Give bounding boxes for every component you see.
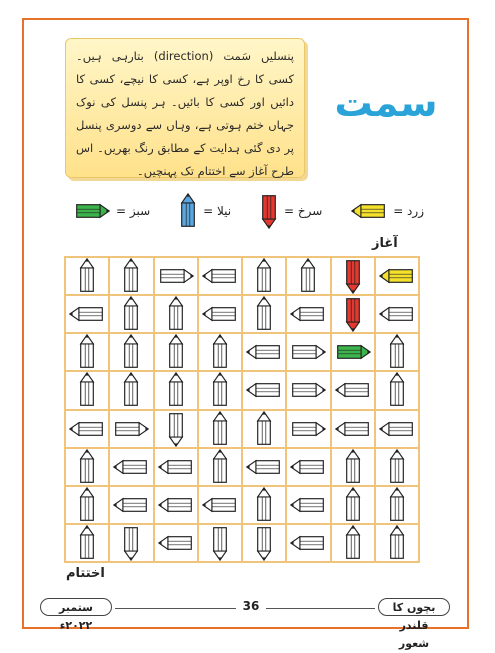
grid-cell[interactable] [376,372,418,408]
yellow-pencil-icon [351,202,387,220]
pencil-up-icon [255,411,273,447]
start-label: آغاز [372,236,398,251]
grid-cell[interactable] [66,258,108,294]
grid-cell[interactable] [199,334,241,370]
pencil-down-icon [255,525,273,561]
pencil-left-icon [246,343,282,361]
grid-cell[interactable] [66,525,108,561]
legend-label: زرد = [393,204,424,218]
grid-cell[interactable] [155,258,197,294]
pencil-up-icon [388,525,406,561]
pencil-right-icon [290,343,326,361]
pencil-right-icon [113,420,149,438]
grid-cell[interactable] [332,487,374,523]
pencil-up-icon [167,296,185,332]
grid-cell[interactable] [110,525,152,561]
legend-item [260,193,322,229]
grid-cell[interactable] [199,372,241,408]
grid-cell[interactable] [66,334,108,370]
pencil-up-icon [78,372,96,408]
pencil-left-icon [246,458,282,476]
page-number: 36 [236,599,266,613]
grid-cell[interactable] [332,334,374,370]
pencil-up-icon [211,372,229,408]
instructions-box: پنسلیں سَمت (direction) بتارہی ہیں۔ کسی کا رخ اوپر ہے، کسی کا نیچے، کسی کا دائیں اور کسی کا بائیں۔ ہر پنسل کی نوک جہاں ختم ہوتی ہے، وہاں سے دوسری پنسل پر دی گئی ہدایت کے مطابق رنگ بھریں۔ اس طرح آغاز سے اختتام تک پہنچیں۔ [65,38,305,178]
pencil-left-icon [158,496,194,514]
pencil-right-icon [290,420,326,438]
grid-cell[interactable] [287,334,329,370]
grid-cell[interactable] [110,296,152,332]
grid-cell[interactable] [332,258,374,294]
pencil-up-icon [78,449,96,485]
pencil-left-icon [158,458,194,476]
grid-cell[interactable] [155,334,197,370]
green-pencil-icon [74,202,110,220]
legend-label: سبز = [116,204,151,218]
grid-cell[interactable] [110,258,152,294]
page-footer [40,598,450,650]
grid-cell[interactable] [110,449,152,485]
pencil-left-icon [202,496,238,514]
legend-item [351,202,424,220]
grid-cell[interactable] [155,296,197,332]
pencil-up-icon [299,258,317,294]
grid-cell[interactable] [332,296,374,332]
magazine-name: بچوں کا قلندر شعور [378,598,450,616]
pencil-left-icon [69,305,105,323]
pencil-up-icon [122,296,140,332]
grid-cell[interactable] [332,411,374,447]
pencil-up-icon [78,334,96,370]
color-legend [74,200,424,222]
grid-cell[interactable] [155,525,197,561]
grid-cell[interactable] [243,411,285,447]
pencil-left-icon [379,267,415,285]
red-pencil-icon [260,193,278,229]
grid-cell[interactable] [376,258,418,294]
pencil-left-icon [113,496,149,514]
grid-cell[interactable] [287,525,329,561]
grid-cell[interactable] [155,487,197,523]
grid-cell[interactable] [155,372,197,408]
grid-cell[interactable] [376,487,418,523]
grid-cell[interactable] [376,296,418,332]
page-title: سمت [334,81,438,125]
pencil-right-icon [290,381,326,399]
pencil-left-icon [290,534,326,552]
grid-cell[interactable] [287,449,329,485]
grid-cell[interactable] [199,487,241,523]
grid-cell[interactable] [287,296,329,332]
grid-cell[interactable] [332,372,374,408]
grid-cell[interactable] [376,411,418,447]
grid-cell[interactable] [66,487,108,523]
pencil-left-icon [335,420,371,438]
grid-cell[interactable] [243,525,285,561]
pencil-up-icon [167,372,185,408]
pencil-down-icon [167,411,185,447]
pencil-up-icon [78,487,96,523]
grid-cell[interactable] [66,296,108,332]
legend-label: نیلا = [203,204,232,218]
pencil-up-icon [211,411,229,447]
grid-cell[interactable] [155,449,197,485]
grid-cell[interactable] [332,525,374,561]
grid-cell[interactable] [376,334,418,370]
grid-cell[interactable] [110,411,152,447]
grid-cell[interactable] [199,258,241,294]
pencil-left-icon [290,496,326,514]
pencil-left-icon [69,420,105,438]
grid-cell[interactable] [66,372,108,408]
pencil-left-icon [202,305,238,323]
grid-cell[interactable] [199,449,241,485]
grid-cell[interactable] [243,449,285,485]
pencil-up-icon [122,258,140,294]
pencil-left-icon [379,420,415,438]
blue-pencil-icon [179,193,197,229]
grid-cell[interactable] [66,411,108,447]
grid-cell[interactable] [243,334,285,370]
pencil-up-icon [388,372,406,408]
grid-cell[interactable] [287,258,329,294]
pencil-up-icon [211,334,229,370]
pencil-up-icon [344,487,362,523]
pencil-down-icon [344,258,362,294]
pencil-up-icon [344,449,362,485]
grid-cell[interactable] [66,449,108,485]
grid-cell[interactable] [199,296,241,332]
grid-cell[interactable] [243,372,285,408]
grid-cell[interactable] [110,372,152,408]
pencil-up-icon [211,449,229,485]
grid-cell[interactable] [376,525,418,561]
pencil-left-icon [113,458,149,476]
pencil-up-icon [255,296,273,332]
grid-cell[interactable] [243,296,285,332]
legend-item [179,193,231,229]
pencil-right-icon [335,343,371,361]
grid-cell[interactable] [110,487,152,523]
pencil-up-icon [388,487,406,523]
pencil-up-icon [388,449,406,485]
pencil-up-icon [78,258,96,294]
issue-date: ستمبر ۲۰۲۲ء [40,598,112,616]
pencil-up-icon [167,334,185,370]
pencil-up-icon [78,525,96,561]
grid-cell[interactable] [332,449,374,485]
grid-cell[interactable] [243,258,285,294]
pencil-up-icon [344,525,362,561]
end-label: اختتام [66,566,105,581]
pencil-left-icon [202,267,238,285]
grid-cell[interactable] [110,334,152,370]
legend-label: سرخ = [283,204,323,218]
pencil-left-icon [379,305,415,323]
grid-cell[interactable] [376,449,418,485]
pencil-up-icon [122,334,140,370]
pencil-left-icon [290,305,326,323]
pencil-down-icon [211,525,229,561]
pencil-up-icon [255,487,273,523]
pencil-left-icon [335,381,371,399]
pencil-left-icon [290,458,326,476]
grid-cell[interactable] [287,411,329,447]
pencil-up-icon [255,258,273,294]
legend-item [74,202,150,220]
grid-cell[interactable] [199,525,241,561]
pencil-left-icon [246,381,282,399]
pencil-right-icon [158,267,194,285]
pencil-up-icon [388,334,406,370]
grid-cell[interactable] [155,411,197,447]
grid-cell[interactable] [243,487,285,523]
pencil-left-icon [158,534,194,552]
pencil-down-icon [344,296,362,332]
pencil-up-icon [122,372,140,408]
grid-cell[interactable] [287,487,329,523]
pencil-grid [64,256,420,563]
pencil-down-icon [122,525,140,561]
grid-cell[interactable] [199,411,241,447]
grid-cell[interactable] [287,372,329,408]
